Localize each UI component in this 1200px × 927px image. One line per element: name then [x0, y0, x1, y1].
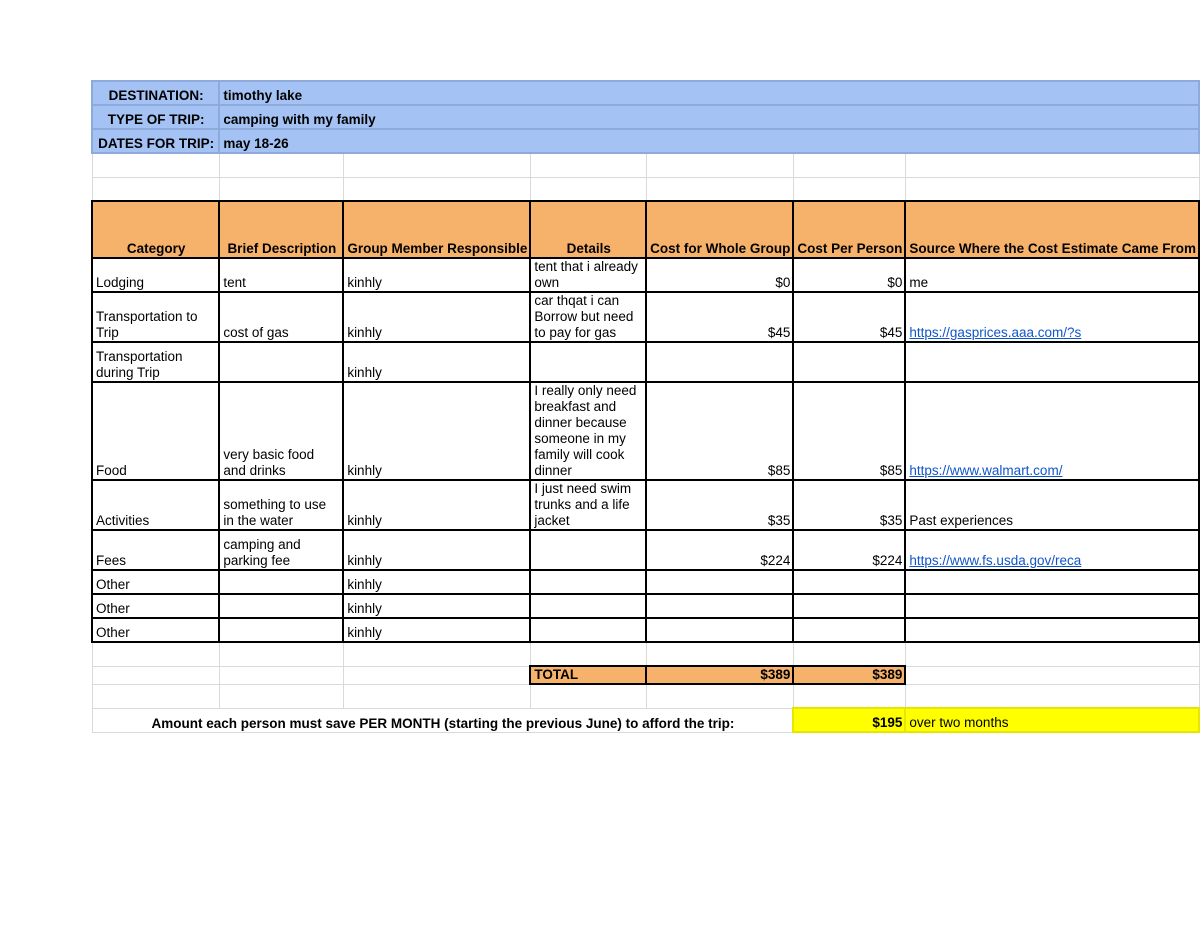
cost-group-cell[interactable]: [646, 570, 793, 594]
header-description: Brief Description: [219, 201, 343, 258]
empty-cell[interactable]: [92, 666, 219, 684]
cost-person-cell[interactable]: [793, 618, 905, 642]
empty-cell[interactable]: [343, 684, 530, 708]
empty-cell[interactable]: [905, 666, 1199, 684]
header-category: Category: [92, 201, 219, 258]
empty-cell[interactable]: [530, 177, 646, 201]
member-cell[interactable]: kinhly: [343, 382, 530, 480]
expense-row: [92, 570, 1199, 594]
empty-cell[interactable]: [92, 177, 219, 201]
source-cell[interactable]: Past experiences: [905, 480, 1199, 530]
cost-group-cell[interactable]: $45: [646, 292, 793, 342]
source-cell[interactable]: [905, 594, 1199, 618]
total-label: TOTAL: [530, 666, 646, 684]
cost-person-cell[interactable]: $85: [793, 382, 905, 480]
expense-row: [92, 618, 1199, 642]
description-cell[interactable]: very basic food and drinks: [219, 382, 343, 480]
destination-row: [92, 81, 1199, 105]
expense-row: [92, 594, 1199, 618]
empty-cell[interactable]: [793, 153, 905, 177]
cost-group-cell[interactable]: [646, 342, 793, 382]
member-cell[interactable]: kinhly: [343, 570, 530, 594]
trip-budget-sheet: [91, 80, 1200, 733]
expense-row: [92, 342, 1199, 382]
expense-row: [92, 480, 1199, 530]
description-cell[interactable]: tent: [219, 258, 343, 292]
empty-cell[interactable]: [530, 153, 646, 177]
description-cell[interactable]: [219, 570, 343, 594]
destination-label: DESTINATION:: [92, 81, 219, 105]
empty-cell[interactable]: [92, 642, 219, 666]
empty-cell[interactable]: [530, 684, 646, 708]
category-cell[interactable]: Transportation to Trip: [92, 292, 219, 342]
description-cell[interactable]: [219, 342, 343, 382]
trip-type-label: TYPE OF TRIP:: [92, 105, 219, 129]
cost-group-cell[interactable]: $85: [646, 382, 793, 480]
empty-cell[interactable]: [92, 153, 219, 177]
empty-cell[interactable]: [219, 666, 343, 684]
savings-row: [92, 708, 1199, 732]
description-cell[interactable]: camping and parking fee: [219, 530, 343, 570]
trip-dates-value[interactable]: may 18-26: [219, 129, 1199, 153]
header-details: Details: [530, 201, 646, 258]
empty-cell[interactable]: [905, 153, 1199, 177]
expense-row: [92, 292, 1199, 342]
source-link[interactable]: https://www.fs.usda.gov/reca: [905, 530, 1199, 570]
source-cell[interactable]: [905, 570, 1199, 594]
empty-cell[interactable]: [343, 666, 530, 684]
blank-row: [92, 177, 1199, 201]
member-cell[interactable]: kinhly: [343, 618, 530, 642]
empty-cell[interactable]: [343, 153, 530, 177]
total-row: [92, 666, 1199, 684]
empty-cell[interactable]: [92, 684, 219, 708]
member-cell[interactable]: kinhly: [343, 258, 530, 292]
expense-row: [92, 258, 1199, 292]
cost-person-cell[interactable]: $35: [793, 480, 905, 530]
empty-cell[interactable]: [530, 642, 646, 666]
member-cell[interactable]: kinhly: [343, 480, 530, 530]
empty-cell[interactable]: [646, 153, 793, 177]
empty-cell[interactable]: [793, 684, 905, 708]
source-link[interactable]: https://www.walmart.com/: [905, 382, 1199, 480]
cost-group-cell[interactable]: [646, 594, 793, 618]
blank-row: [92, 684, 1199, 708]
cost-group-cell[interactable]: $0: [646, 258, 793, 292]
trip-dates-label: DATES FOR TRIP:: [92, 129, 219, 153]
empty-cell[interactable]: [646, 684, 793, 708]
details-cell[interactable]: I just need swim trunks and a life jacket: [530, 480, 646, 530]
empty-cell[interactable]: [905, 684, 1199, 708]
empty-cell[interactable]: [343, 177, 530, 201]
savings-label: Amount each person must save PER MONTH (starting the previous June) to afford the trip:: [92, 708, 793, 732]
description-cell[interactable]: [219, 618, 343, 642]
expense-row: [92, 530, 1199, 570]
cost-person-cell[interactable]: $0: [793, 258, 905, 292]
details-cell[interactable]: [530, 530, 646, 570]
source-cell[interactable]: [905, 342, 1199, 382]
destination-value[interactable]: timothy lake: [219, 81, 1199, 105]
savings-amount[interactable]: $195: [793, 708, 905, 732]
total-cost-group[interactable]: $389: [646, 666, 793, 684]
empty-cell[interactable]: [793, 177, 905, 201]
details-cell[interactable]: [530, 570, 646, 594]
category-cell[interactable]: Lodging: [92, 258, 219, 292]
total-cost-person[interactable]: $389: [793, 666, 905, 684]
cost-person-cell[interactable]: [793, 594, 905, 618]
trip-dates-row: [92, 129, 1199, 153]
cost-group-cell[interactable]: $35: [646, 480, 793, 530]
cost-group-cell[interactable]: [646, 618, 793, 642]
member-cell[interactable]: kinhly: [343, 530, 530, 570]
details-cell[interactable]: [530, 594, 646, 618]
description-cell[interactable]: something to use in the water: [219, 480, 343, 530]
cost-person-cell[interactable]: $224: [793, 530, 905, 570]
trip-type-value[interactable]: camping with my family: [219, 105, 1199, 129]
category-cell[interactable]: Food: [92, 382, 219, 480]
details-cell[interactable]: tent that i already own: [530, 258, 646, 292]
details-cell[interactable]: car thqat i can Borrow but need to pay for gas: [530, 292, 646, 342]
empty-cell[interactable]: [343, 642, 530, 666]
source-cell[interactable]: [905, 618, 1199, 642]
empty-cell[interactable]: [219, 642, 343, 666]
cost-person-cell[interactable]: [793, 570, 905, 594]
category-cell[interactable]: Other: [92, 618, 219, 642]
empty-cell[interactable]: [219, 684, 343, 708]
blank-row: [92, 153, 1199, 177]
description-cell[interactable]: cost of gas: [219, 292, 343, 342]
category-cell[interactable]: Other: [92, 594, 219, 618]
empty-cell[interactable]: [905, 177, 1199, 201]
header-member: Group Member Responsible: [343, 201, 530, 258]
cost-group-cell[interactable]: $224: [646, 530, 793, 570]
cost-person-cell[interactable]: [793, 342, 905, 382]
empty-cell[interactable]: [646, 177, 793, 201]
header-source: Source Where the Cost Estimate Came From: [905, 201, 1199, 258]
cost-person-cell[interactable]: $45: [793, 292, 905, 342]
empty-cell[interactable]: [793, 642, 905, 666]
source-cell[interactable]: me: [905, 258, 1199, 292]
category-cell[interactable]: Activities: [92, 480, 219, 530]
header-cost-group: Cost for Whole Group: [646, 201, 793, 258]
expense-row: [92, 382, 1199, 480]
empty-cell[interactable]: [219, 153, 343, 177]
details-cell[interactable]: [530, 618, 646, 642]
savings-note[interactable]: over two months: [905, 708, 1199, 732]
category-cell[interactable]: Other: [92, 570, 219, 594]
empty-cell[interactable]: [219, 177, 343, 201]
column-header-row: [92, 201, 1199, 258]
details-cell[interactable]: I really only need breakfast and dinner because someone in my family will cook dinner: [530, 382, 646, 480]
blank-row: [92, 642, 1199, 666]
member-cell[interactable]: kinhly: [343, 594, 530, 618]
empty-cell[interactable]: [905, 642, 1199, 666]
header-cost-person: Cost Per Person: [793, 201, 905, 258]
empty-cell[interactable]: [646, 642, 793, 666]
details-cell[interactable]: [530, 342, 646, 382]
description-cell[interactable]: [219, 594, 343, 618]
category-cell[interactable]: Fees: [92, 530, 219, 570]
category-cell[interactable]: Transportation during Trip: [92, 342, 219, 382]
member-cell[interactable]: kinhly: [343, 292, 530, 342]
trip-type-row: [92, 105, 1199, 129]
member-cell[interactable]: kinhly: [343, 342, 530, 382]
source-link[interactable]: https://gasprices.aaa.com/?s: [905, 292, 1199, 342]
